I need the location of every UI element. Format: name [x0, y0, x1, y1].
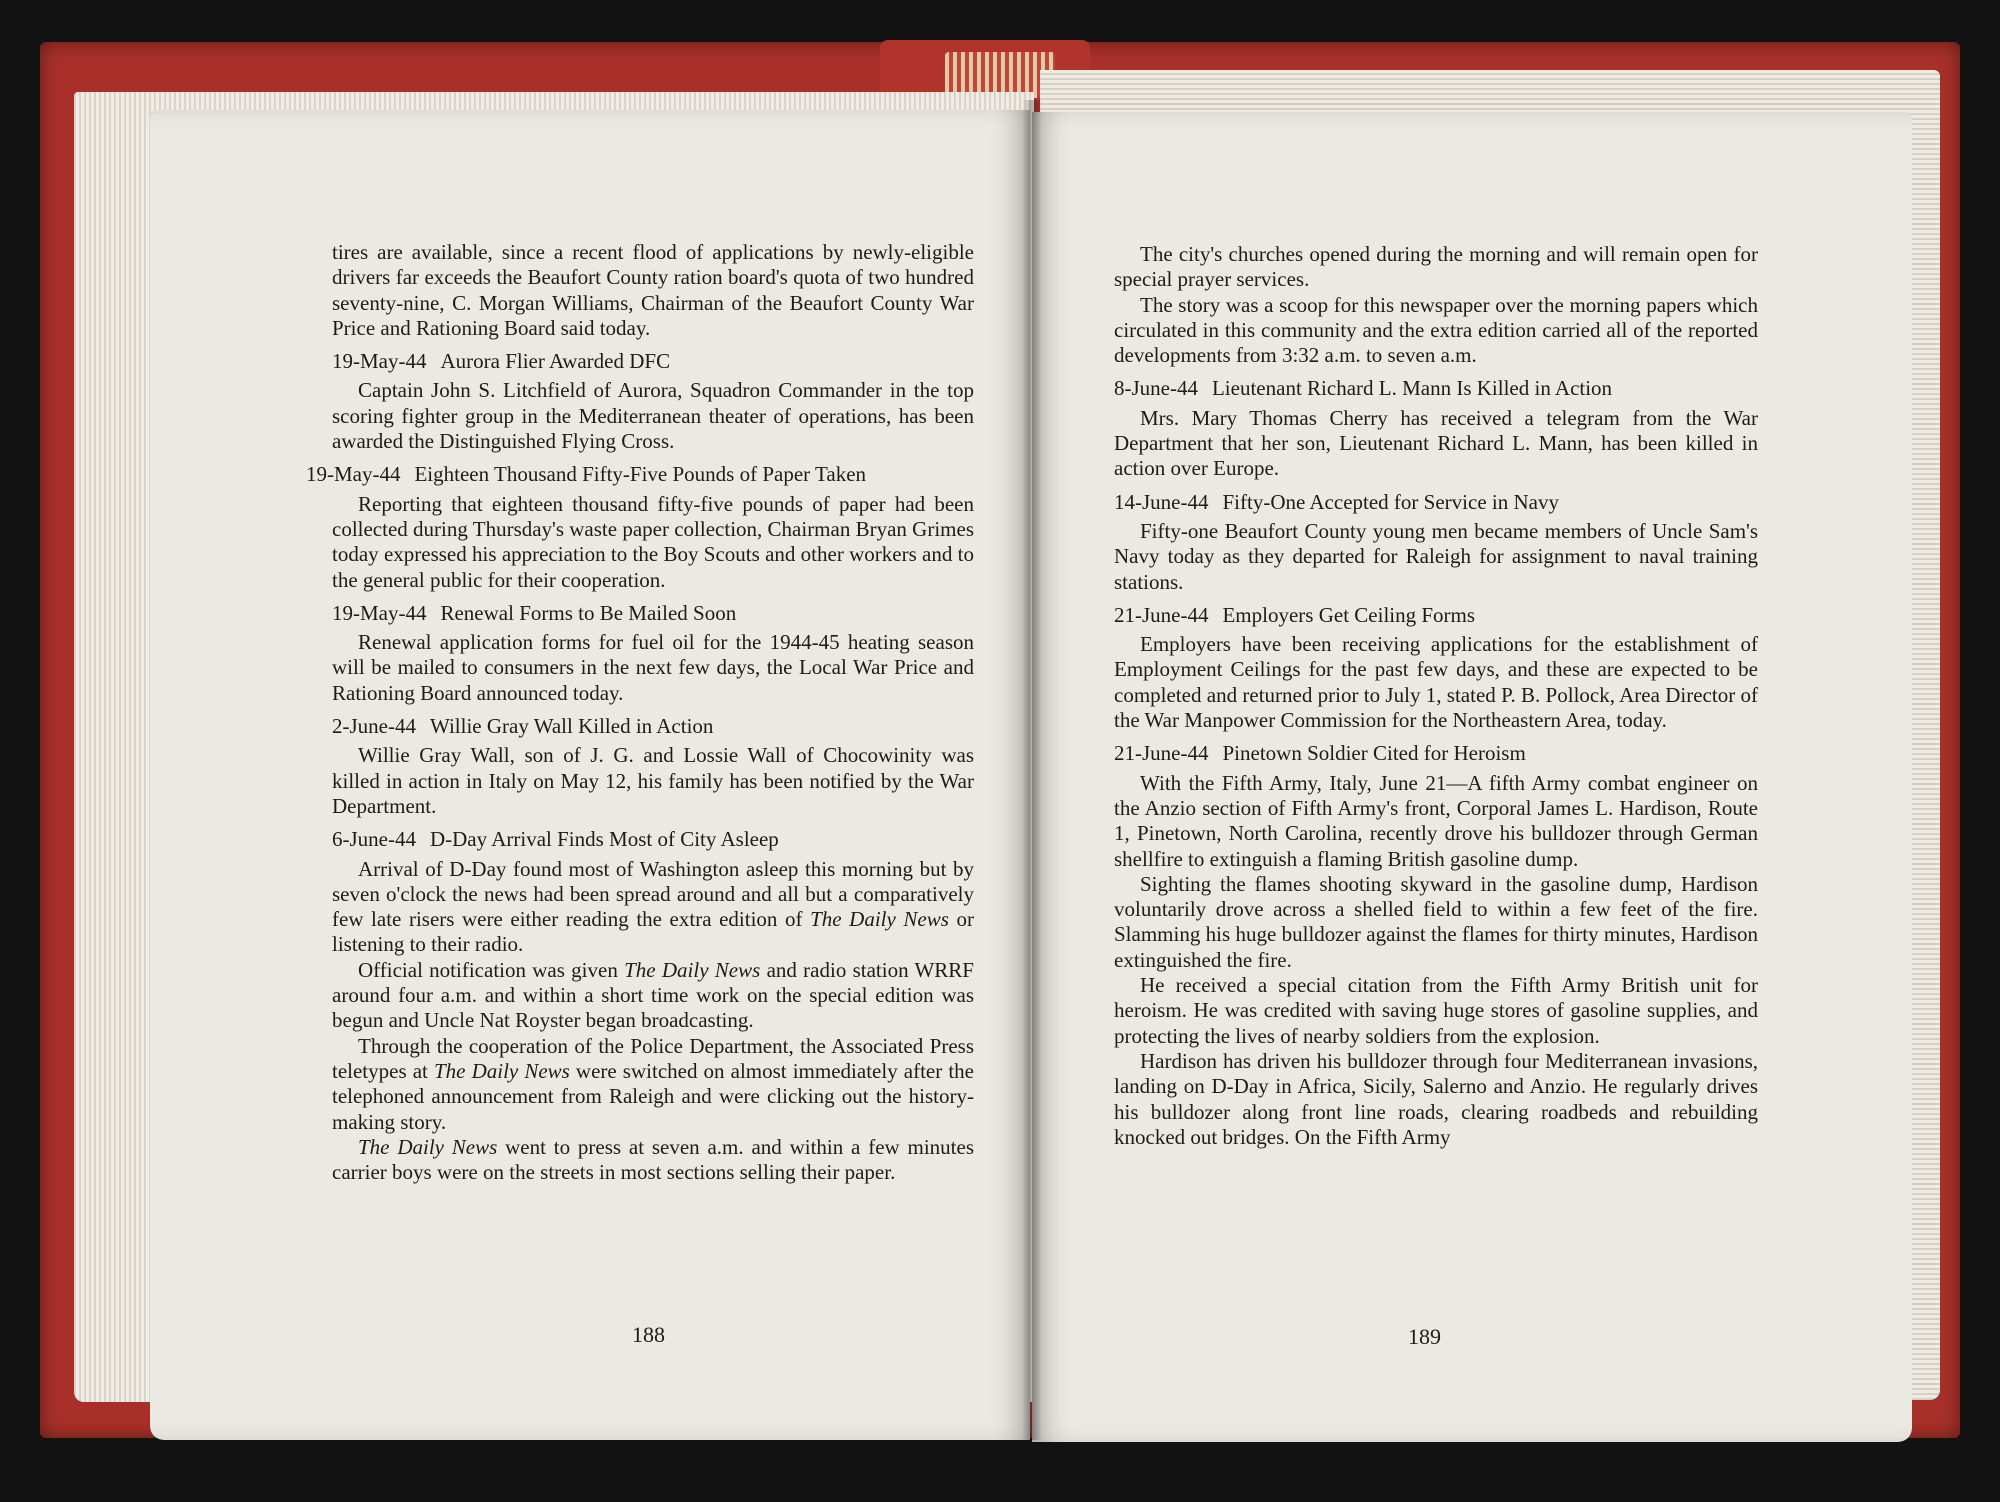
entry-headline: Willie Gray Wall Killed in Action [429, 714, 714, 739]
entry-heading [332, 601, 974, 626]
left-page [150, 110, 1030, 1440]
right-page-text [1114, 242, 1758, 1150]
entry-paragraph: Through the cooperation of the Police Department, the Associated Press teletypes at The Daily News were switched on almost immediately after the telephoned announcement from Raleigh and were clicking out the history-making story. [332, 1033, 974, 1134]
entry-date: 21-June-44 [1114, 741, 1209, 766]
entry-date: 21-June-44 [1114, 602, 1209, 627]
entry-headline: Pinetown Soldier Cited for Heroism [1222, 741, 1526, 766]
entry-paragraph: Fifty-one Beaufort County young men became members of Uncle Sam's Navy today as they departed for Raleigh for assignment to naval training stations. [1114, 518, 1758, 594]
entry-paragraph: Reporting that eighteen thousand fifty-five pounds of paper had been collected during Thursday's waste paper collection, Chairman Bryan Grimes today expressed his appreciation to the Boy Scouts and other workers and to the general public for their cooperation. [332, 491, 974, 592]
entry-headline: Fifty-One Accepted for Service in Navy [1222, 489, 1559, 514]
entry-date: 2-June-44 [332, 714, 416, 739]
page-number: 189 [1408, 1324, 1441, 1349]
entry-paragraph: He received a special citation from the Fifth Army British unit for heroism. He was credited with saving huge stores of gasoline supplies, and protecting the lives of nearby soldiers from the explosion. [1114, 973, 1758, 1048]
entry-headline: Lieutenant Richard L. Mann Is Killed in Action [1211, 376, 1613, 401]
entry-paragraph: Sighting the flames shooting skyward in the gasoline dump, Hardison voluntarily drove across a shelled field to within a few feet of the fire. Slamming his huge bulldozer against the flames for thirty minutes, Hardison extinguished the fire. [1114, 871, 1758, 972]
entry-headline: Renewal Forms to Be Mailed Soon [440, 600, 737, 625]
entry-paragraph: Employers have been receiving applications for the establishment of Employment Ceilings for the past few days, and these are expected to be completed and returned prior to July 1, stated P. B. Pollock, Area Director of the War Manpower Commission for the Northeastern Area, today. [1114, 632, 1758, 733]
entry-paragraph: Arrival of D-Day found most of Washington asleep this morning but by seven o'clock the news had been spread around and all but a comparatively few late risers were either reading the extra edition of The Daily News or listening to their radio. [332, 856, 974, 957]
entry-paragraph: With the Fifth Army, Italy, June 21—A fifth Army combat engineer on the Anzio section of Fifth Army's front, Corporal James L. Hardison, Route 1, Pinetown, North Carolina, recently drove his bulldozer through German shellfire to extinguish a flaming British gasoline dump. [1114, 770, 1758, 871]
entry-heading [1114, 741, 1758, 766]
newspaper-title: The Daily News [433, 1058, 570, 1083]
entry-headline: Aurora Flier Awarded DFC [440, 349, 671, 374]
entry-date: 8-June-44 [1114, 376, 1198, 401]
entry-headline: D-Day Arrival Finds Most of City Asleep [429, 827, 779, 852]
entry-heading [332, 349, 974, 374]
entry-date: 6-June-44 [332, 827, 416, 852]
entry-paragraph: Renewal application forms for fuel oil for the 1944-45 heating season will be mailed to consumers in the next few days, the Local War Price and Rationing Board announced today. [332, 630, 974, 705]
entry-heading [1114, 376, 1758, 401]
left-page-text [306, 240, 974, 1185]
left-opening-paragraph: tires are available, since a recent flood of applications by newly-eligible drivers far exceeds the Beaufort County ration board's quota of two hundred seventy-nine, C. Morgan Williams, Chairman of the Beaufort County War Price and Rationing Board said today. [332, 240, 974, 340]
page-number: 188 [632, 1322, 665, 1347]
entry-date: 19-May-44 [332, 349, 427, 374]
entry-date: 14-June-44 [1114, 489, 1209, 514]
right-opening-paragraph: The city's churches opened during the morning and will remain open for special prayer services. [1114, 242, 1758, 292]
entry-paragraph: Willie Gray Wall, son of J. G. and Lossie Wall of Chocowinity was killed in action in Italy on May 12, his family has been notified by the War Department. [332, 743, 974, 818]
right-opening-paragraph: The story was a scoop for this newspaper over the morning papers which circulated in this community and the extra edition carried all of the reported developments from 3:32 a.m. to seven a.m. [1114, 292, 1758, 368]
newspaper-title: The Daily News [624, 957, 761, 982]
entry-heading [1114, 603, 1758, 628]
entry-paragraph: Mrs. Mary Thomas Cherry has received a telegram from the War Department that her son, Lieutenant Richard L. Mann, has been killed in action over Europe. [1114, 405, 1758, 481]
entry-heading [332, 827, 974, 852]
entry-paragraph: Official notification was given The Daily News and radio station WRRF around four a.m. and within a short time work on the special edition was begun and Uncle Nat Royster began broadcasting. [332, 957, 974, 1033]
entry-headline: Employers Get Ceiling Forms [1222, 602, 1476, 627]
entry-heading [1114, 490, 1758, 515]
right-page [1032, 112, 1912, 1442]
entry-paragraph: Hardison has driven his bulldozer through four Mediterranean invasions, landing on D-Day in Africa, Sicily, Salerno and Anzio. He regularly drives his bulldozer along front line roads, clearing roadbeds and rebuilding knocked out bridges. On the Fifth Army [1114, 1048, 1758, 1149]
entry-paragraph: The Daily News went to press at seven a.m. and within a few minutes carrier boys were on the streets in most sections selling their paper. [332, 1134, 974, 1185]
entry-heading [306, 462, 974, 487]
book-gutter [1022, 100, 1042, 1440]
entry-date: 19-May-44 [306, 462, 401, 487]
newspaper-title: The Daily News [810, 907, 949, 932]
newspaper-title: The Daily News [358, 1134, 498, 1159]
entry-headline: Eighteen Thousand Fifty-Five Pounds of Paper Taken [414, 462, 867, 487]
entry-heading [332, 714, 974, 739]
entry-date: 19-May-44 [332, 600, 427, 625]
entry-paragraph: Captain John S. Litchfield of Aurora, Squadron Commander in the top scoring fighter group in the Mediterranean theater of operations, has been awarded the Distinguished Flying Cross. [332, 378, 974, 454]
